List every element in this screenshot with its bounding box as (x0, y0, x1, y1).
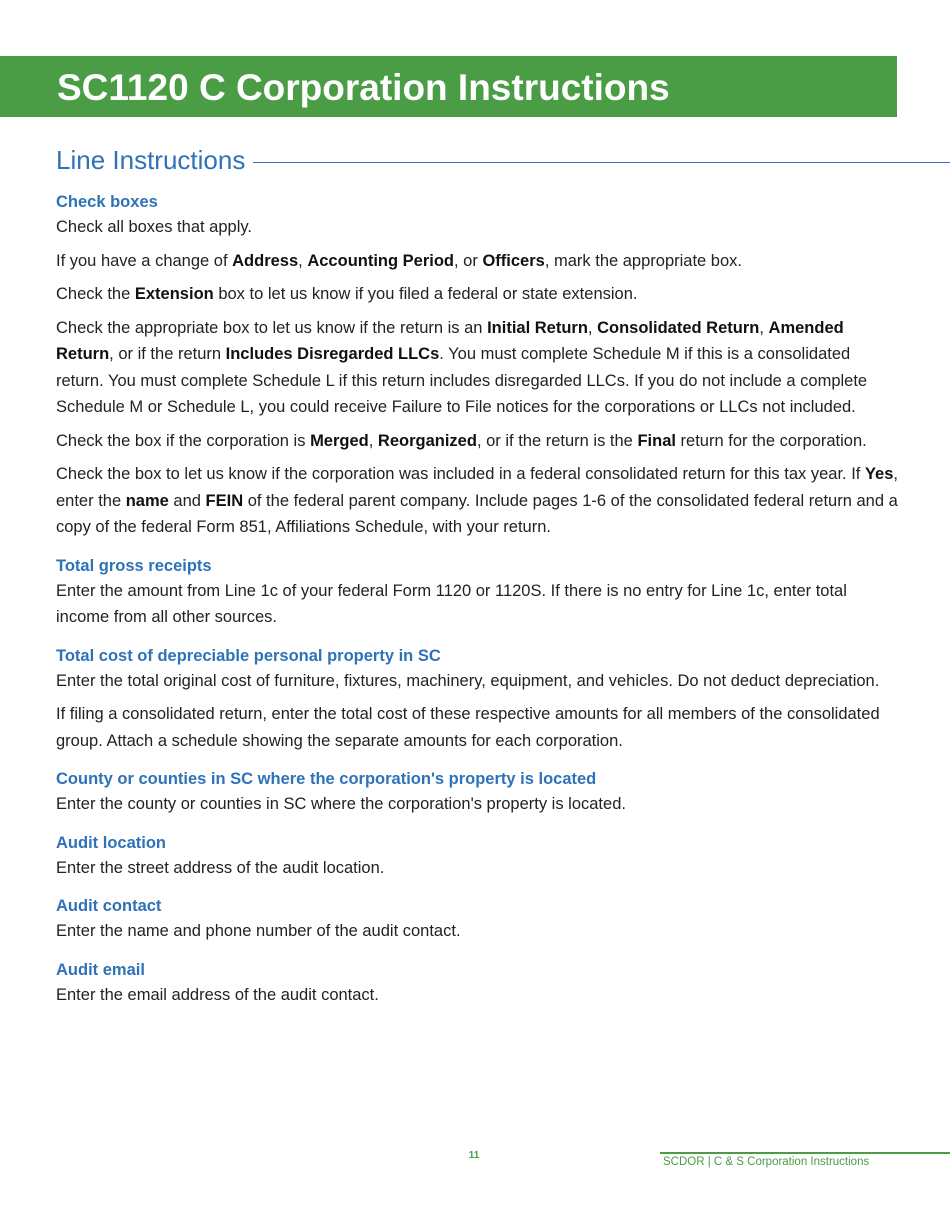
entry-total-gross-receipts (56, 554, 901, 631)
entry-paragraph: Enter the county or counties in SC where the corporation's property is located. (56, 795, 626, 813)
entry-paragraph: Enter the email address of the audit contact. (56, 985, 379, 1004)
entry-check-boxes (56, 190, 901, 541)
entry-paragraph: Enter the street address of the audit location. (56, 858, 385, 877)
entry-paragraph: Enter the name and phone number of the audit contact. (56, 922, 461, 940)
entry-paragraph: Enter the amount from Line 1c of your federal Form 1120 or 1120S. If there is no entry for Line 1c, enter total income from all other sources. (56, 581, 847, 626)
entry-heading: Total cost of depreciable personal property in SC (56, 646, 441, 665)
entry-audit-location (56, 831, 901, 882)
entry-heading: Check boxes (56, 193, 158, 211)
section-header (56, 140, 950, 180)
page-number: 11 (468, 1150, 480, 1161)
entry-heading: Audit email (56, 960, 145, 979)
page-title: SC1120 C Corporation Instructions (57, 67, 670, 108)
entry-heading: County or counties in SC where the corporation's property is located (56, 770, 597, 788)
entry-paragraph: Check all boxes that apply. (56, 218, 252, 236)
entry-heading: Audit contact (56, 897, 162, 915)
instructions-body (56, 190, 901, 1021)
section-title: Line Instructions (56, 144, 246, 175)
entry-depreciable-property (56, 644, 901, 755)
entry-paragraph: Check the box if the corporation is Merged, Reorganized, or if the return is the Final return for the corporation. (56, 431, 867, 450)
entry-paragraph: If you have a change of Address, Accounting Period, or Officers, mark the appropriate box. (56, 251, 742, 270)
entry-paragraph: Check the box to let us know if the corporation was included in a federal consolidated return for this tax year. If Yes, enter the name and FEIN of the federal parent company. Include pages 1-6 of the consolidated federal return and a copy of the federal Form 851, Affiliations Schedule, with your return. (56, 465, 898, 536)
entry-paragraph: Check the appropriate box to let us know if the return is an Initial Return, Consolidated Return, Amended Return, or if the return Includes Disregarded LLCs. You must complete Schedule M if this is a consolidated return. You must complete Schedule L if this return includes disregarded LLCs. If you do not include a complete Schedule M or Schedule L, you could receive Failure to File notices for the corporations or LLCs not included. (56, 318, 868, 416)
entry-paragraph: Check the Extension box to let us know if you filed a federal or state extension. (56, 285, 638, 303)
entry-heading: Total gross receipts (56, 556, 212, 575)
entry-paragraph: If filing a consolidated return, enter the total cost of these respective amounts for all members of the consolidated group. Attach a schedule showing the separate amounts for each corporation. (56, 705, 880, 750)
entry-paragraph: Enter the total original cost of furniture, fixtures, machinery, equipment, and vehicles. Do not deduct depreciation. (56, 671, 880, 690)
section-divider (253, 162, 950, 163)
entry-heading: Audit location (56, 833, 166, 852)
footer-divider (660, 1152, 950, 1154)
entry-counties (56, 767, 901, 818)
title-banner (0, 56, 897, 117)
footer-document-title: SCDOR | C & S Corporation Instructions (663, 1156, 870, 1168)
entry-audit-contact (56, 894, 901, 945)
entry-audit-email (56, 958, 901, 1009)
